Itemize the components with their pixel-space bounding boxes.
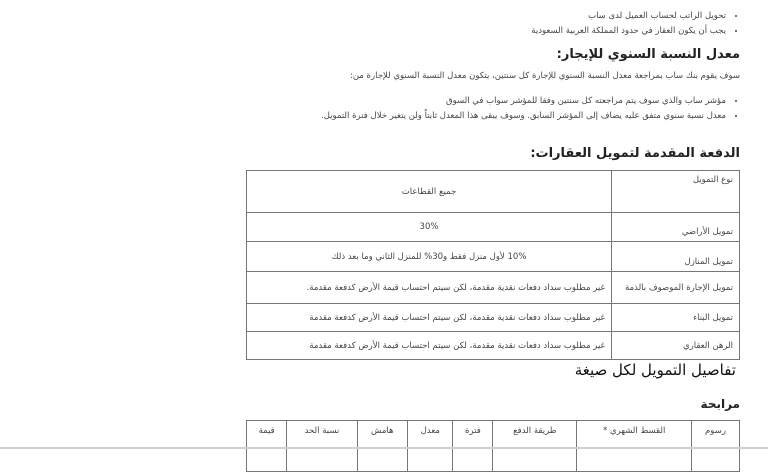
murabaha-table bbox=[246, 420, 740, 472]
table-cell-value: غير مطلوب سداد دفعات نقدية مقدمة، لكن سيتم احتساب قيمة الأرض كدفعة مقدمة bbox=[247, 304, 612, 332]
list-item: • تحويل الراتب لحساب العميل لدى ساب bbox=[531, 9, 726, 24]
column-header: هامش bbox=[357, 421, 408, 472]
list-item: • مؤشر ساب والذي سوف يتم مراجعته كل سنتين وفقا للمؤشر سواب في السوق bbox=[286, 94, 726, 109]
table-cell-value: غير مطلوب سداد دفعات نقدية مقدمة، لكن سيتم احتساب قيمة الأرض كدفعة مقدمة. bbox=[247, 272, 612, 304]
table-row bbox=[247, 242, 740, 272]
table-cell-value: غير مطلوب سداد دفعات نقدية مقدمة، لكن سيتم احتساب قيمة الأرض كدفعة مقدمة bbox=[247, 332, 612, 360]
column-header: طريقة الدفع bbox=[493, 421, 577, 472]
column-header: القسط الشهري * bbox=[577, 421, 692, 472]
table-cell-label: تمويل الإجارة الموصوف بالذمة bbox=[612, 272, 740, 304]
rate-heading: معدل النسبة السنوي للإيجار: bbox=[556, 47, 740, 62]
down-payment-table bbox=[246, 170, 740, 360]
table-row bbox=[247, 272, 740, 304]
column-header: رسوم bbox=[692, 421, 740, 472]
table-row bbox=[247, 332, 740, 360]
table-row bbox=[247, 171, 740, 213]
column-header: معدل bbox=[408, 421, 453, 472]
table-cell-label: تمويل الأراضي bbox=[612, 213, 740, 242]
list-item: • معدل نسبة سنوي متفق عليه يضاف إلى المؤشر السابق. وسوف يبقى هذا المعدل ثابتاً ولن يتغير خلال فترة التمويل. bbox=[286, 109, 726, 124]
table-cell-label: تمويل المنازل bbox=[612, 242, 740, 272]
table-cell-label: نوع التمويل bbox=[612, 171, 740, 213]
table-cell-value: جميع القطاعات bbox=[247, 171, 612, 213]
column-header: قيمة bbox=[247, 421, 287, 472]
list-item: • يجب أن يكون العقار في حدود المملكة العربية السعودية bbox=[531, 24, 726, 39]
column-header: نسبة الحد bbox=[287, 421, 357, 472]
rate-list bbox=[286, 94, 740, 124]
table-row bbox=[247, 213, 740, 242]
financing-details-heading: تفاصيل التمويل لكل صيغة bbox=[574, 361, 736, 379]
table-cell-value: 30% bbox=[247, 213, 612, 242]
requirements-list bbox=[531, 9, 740, 39]
murabaha-heading: مرابحة bbox=[700, 397, 740, 411]
column-header: فترة bbox=[453, 421, 493, 472]
down-payment-heading: الدفعة المقدمة لتمويل العقارات: bbox=[530, 146, 740, 161]
table-header-row bbox=[247, 421, 740, 472]
table-cell-value: 10% لأول منزل فقط و30% للمنزل الثاني وما بعد ذلك bbox=[247, 242, 612, 272]
table-cell-label: الرهن العقاري bbox=[612, 332, 740, 360]
table-cell-label: تمويل البناء bbox=[612, 304, 740, 332]
rate-paragraph: سوف يقوم بنك ساب بمراجعة معدل النسبة السنوي للإجارة كل سنتين، يتكون معدل النسبة السنوي للإجارة من: bbox=[349, 71, 740, 81]
table-row bbox=[247, 304, 740, 332]
